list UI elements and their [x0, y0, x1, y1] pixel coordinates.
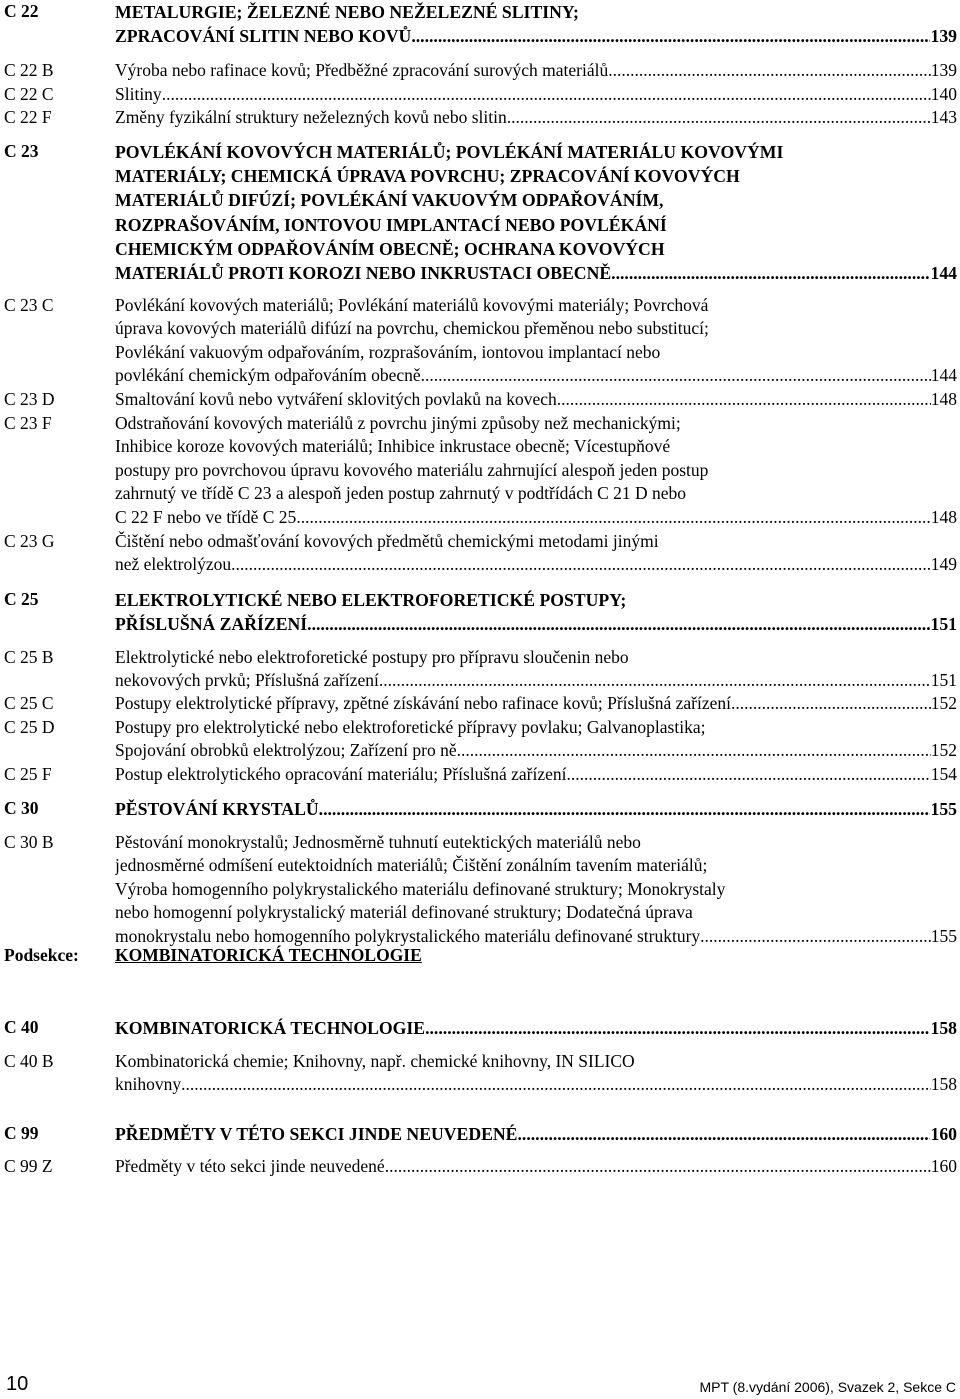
dot-leader [421, 364, 931, 387]
toc-entry-line-text: PŘÍSLUŠNÁ ZAŘÍZENÍ [115, 614, 308, 635]
toc-entry-title [115, 83, 957, 106]
toc-entry-line-text: ELEKTROLYTICKÉ NEBO ELEKTROFORETICKÉ POSTUPY; [115, 590, 627, 610]
dot-leader [319, 797, 931, 821]
toc-entry-line-text: monokrystalu nebo homogenního polykrystalického materiálu definované struktury [115, 925, 701, 946]
toc-entry-line [115, 24, 957, 48]
toc-entry-page: 149 [930, 554, 957, 575]
toc-entry-line-text: POVLÉKÁNÍ KOVOVÝCH MATERIÁLŮ; POVLÉKÁNÍ MATERIÁLU KOVOVÝMI [115, 142, 784, 162]
toc-entry-line [115, 530, 957, 553]
dot-leader [608, 59, 931, 82]
toc-entry-line-text: KOMBINATORICKÁ TECHNOLOGIE [115, 945, 422, 965]
toc-entry-line [115, 188, 957, 212]
toc-entry-line [115, 482, 957, 505]
toc-entry-title [115, 412, 957, 529]
toc-entry-line-text: Výroba homogenního polykrystalického materiálu definované struktury; Monokrystaly [115, 878, 726, 899]
toc-entry-page: 155 [930, 925, 957, 946]
dot-leader [296, 506, 930, 529]
toc-entry-line-text: zahrnutý ve třídě C 23 a alespoň jeden postup zahrnutý v podtřídách C 21 D nebo [115, 483, 687, 504]
dot-leader [425, 1016, 930, 1040]
toc-entry-line-text: Pěstování monokrystalů; Jednosměrně tuhnutí eutektických materiálů nebo [115, 832, 641, 852]
toc-entry-page: 140 [930, 84, 957, 104]
dot-leader [731, 692, 931, 715]
toc-entry-page: 151 [930, 614, 957, 635]
toc-entry-line [115, 317, 957, 340]
toc-entry-title [115, 140, 957, 285]
toc-entry-line [115, 1050, 957, 1073]
toc-entry-line [115, 797, 957, 821]
toc-entry-page: 160 [930, 1124, 957, 1144]
toc-entry-code: C 40 [4, 1017, 39, 1037]
dot-leader [611, 261, 930, 285]
toc-entry-line-text: nebo homogenní polykrystalický materiál definované struktury; Dodatečná úprava [115, 902, 693, 923]
toc-entry-line-text: Spojování obrobků elektrolýzou; Zařízení pro ně [115, 740, 457, 761]
toc-entry-line-text: Předměty v této sekci jinde neuvedené [115, 1156, 385, 1176]
toc-entry-title [115, 1122, 957, 1146]
toc-entry-title [115, 388, 957, 411]
toc-entry-line-text: nekovových prvků; Příslušná zařízení [115, 670, 379, 691]
toc-entry-title [115, 0, 957, 48]
toc-entry-line [115, 106, 957, 129]
toc-entry-line-text: jednosměrné odmíšení eutektoidních materiálů; Čištění zonálním tavením materiálů; [115, 855, 708, 876]
toc-entry-page: 148 [930, 506, 957, 527]
toc-entry-page: 144 [930, 365, 957, 386]
toc-entry-title [115, 1155, 957, 1178]
toc-entry-line-text: MATERIÁLŮ PROTI KOROZI NEBO INKRUSTACI OBECNĚ [115, 263, 612, 284]
toc-entry-line-text: C 22 F nebo ve třídě C 25 [115, 506, 297, 527]
toc-entry-page: 139 [930, 60, 957, 80]
toc-entry-line-text: Povlékání kovových materiálů; Povlékání materiálů kovovými materiály; Povrchová [115, 295, 709, 315]
toc-entry-line-text: Povlékání vakuovým odpařováním, rozprašováním, iontovou implantací nebo [115, 341, 661, 362]
toc-entry-title [115, 646, 957, 693]
toc-entry-line [115, 294, 957, 317]
toc-entry-line-text: Postupy elektrolytické přípravy, zpětné získávání nebo rafinace kovů; Příslušná zařízení [115, 693, 732, 713]
toc-entry-code: C 25 D [4, 717, 55, 737]
toc-entry-line-text: knihovny [115, 1074, 182, 1095]
toc-entry-line [115, 692, 957, 715]
toc-entry-code: C 30 [4, 798, 39, 818]
toc-entry-line-text: KOMBINATORICKÁ TECHNOLOGIE [115, 1018, 426, 1038]
toc-entry-code: C 99 [4, 1123, 39, 1143]
dot-leader [379, 669, 931, 692]
toc-entry-code: C 25 B [4, 647, 54, 667]
toc-entry-line-text: PĚSTOVÁNÍ KRYSTALŮ [115, 799, 319, 819]
toc-entry-code: C 30 B [4, 832, 54, 852]
dot-leader [566, 763, 930, 786]
toc-entry-line-text: Změny fyzikální struktury neželezných kovů nebo slitin [115, 107, 507, 127]
toc-entry-line-text: než elektrolýzou [115, 554, 232, 575]
toc-entry-line-text: Postup elektrolytického opracování materiálu; Příslušná zařízení [115, 764, 567, 784]
footer-page-number: 10 [6, 1373, 29, 1395]
toc-entry-title [115, 1050, 957, 1097]
toc-entry-code: C 23 [4, 141, 39, 161]
toc-entry-line [115, 1073, 957, 1096]
toc-entry-line [115, 901, 957, 924]
toc-entry-code: C 23 D [4, 389, 55, 409]
toc-entry-line-text: Inhibice koroze kovových materiálů; Inhibice inkrustace obecně; Vícestupňové [115, 436, 671, 457]
toc-entry-line-text: Odstraňování kovových materiálů z povrchu jinými způsoby než mechanickými; [115, 413, 681, 433]
toc-entry-line [115, 1122, 957, 1146]
toc-entry-line [115, 388, 957, 411]
toc-entry-code: C 25 [4, 589, 39, 609]
toc-entry-line [115, 1155, 957, 1178]
toc-entry-line-text: Slitiny [115, 84, 162, 104]
toc-entry-line [115, 83, 957, 106]
toc-entry-page: 152 [930, 693, 957, 713]
toc-entry-page: 144 [930, 263, 957, 284]
toc-entry-page: 158 [930, 1074, 957, 1095]
toc-entry-line [115, 261, 957, 285]
toc-entry-line [115, 237, 957, 261]
toc-entry-line-text: Smaltování kovů nebo vytváření sklovitých povlaků na kovech [115, 389, 557, 409]
toc-entry-line [115, 412, 957, 435]
toc-entry-line-text: Postupy pro elektrolytické nebo elektroforetické přípravy povlaku; Galvanoplastika; [115, 717, 706, 737]
toc-entry-code: C 22 B [4, 60, 54, 80]
toc-entry-line-text: povlékání chemickým odpařováním obecně [115, 365, 421, 386]
toc-entry-line-text: Kombinatorická chemie; Knihovny, např. chemické knihovny, IN SILICO [115, 1051, 635, 1071]
footer-publication: MPT (8.vydání 2006), Svazek 2, Sekce C [699, 1379, 956, 1395]
toc-entry-title [115, 1016, 957, 1040]
toc-entry-code: C 22 C [4, 84, 54, 104]
toc-entry-line [115, 716, 957, 739]
toc-entry-page: 160 [930, 1156, 957, 1176]
toc-entry-page: 151 [930, 670, 957, 691]
toc-entry-code: C 99 Z [4, 1156, 53, 1176]
toc-entry-title [115, 530, 957, 577]
page-footer [0, 1373, 960, 1399]
toc-entry-line-text: Čištění nebo odmašťování kovových předmětů chemickými metodami jinými [115, 531, 659, 551]
toc-entry-line [115, 0, 957, 24]
toc-entry-code: C 22 F [4, 107, 52, 127]
toc-entry-line [115, 588, 957, 612]
toc-entry-title [115, 59, 957, 82]
toc-entry-line [115, 646, 957, 669]
toc-entry-line [115, 854, 957, 877]
toc-entry-line [115, 612, 957, 636]
toc-entry-line-text: ZPRACOVÁNÍ SLITIN NEBO KOVŮ [115, 26, 412, 47]
toc-entry-title [115, 763, 957, 786]
toc-entry-title [115, 797, 957, 821]
toc-entry-page: 148 [930, 389, 957, 409]
toc-entry-page: 152 [930, 740, 957, 761]
toc-entry-title [115, 692, 957, 715]
toc-entry-title [115, 831, 957, 948]
toc-entry-line [115, 878, 957, 901]
dot-leader [411, 24, 930, 48]
toc-entry-line [115, 364, 957, 387]
dot-leader [507, 106, 931, 129]
toc-entry-line-text: postupy pro povrchovou úpravu kovového materiálu zahrnující alespoň jeden postup [115, 459, 709, 480]
toc-entry-line [115, 140, 957, 164]
toc-entry-code: Podsekce: [4, 945, 79, 965]
toc-entry-code: C 23 G [4, 531, 55, 551]
toc-entry-title [115, 944, 957, 967]
toc-entry-line [115, 164, 957, 188]
dot-leader [457, 739, 931, 762]
toc-entry-line-text: Elektrolytické nebo elektroforetické postupy pro přípravu sloučenin nebo [115, 647, 629, 667]
toc-entry-code: C 25 F [4, 764, 52, 784]
dot-leader [307, 612, 930, 636]
toc-entry-page: 139 [930, 26, 957, 47]
toc-entry-title [115, 106, 957, 129]
toc-entry-page: 158 [930, 1018, 957, 1038]
dot-leader [162, 83, 931, 106]
toc-entry-line-text: PŘEDMĚTY V TÉTO SEKCI JINDE NEUVEDENÉ [115, 1124, 518, 1144]
toc-entry-title [115, 716, 957, 763]
toc-entry-page: 155 [930, 799, 957, 819]
toc-entry-line-text: ROZPRAŠOVÁNÍM, IONTOVOU IMPLANTACÍ NEBO POVLÉKÁNÍ [115, 214, 667, 235]
toc-entry-page: 143 [930, 107, 957, 127]
toc-entry-line-text: MATERIÁLŮ DIFÚZÍ; POVLÉKÁNÍ VAKUOVÝM ODPAŘOVÁNÍM, [115, 190, 664, 211]
toc-entry-line [115, 831, 957, 854]
toc-entry-line [115, 553, 957, 576]
toc-entry-line [115, 739, 957, 762]
toc-entry-code: C 23 F [4, 413, 52, 433]
toc-entry-line [115, 669, 957, 692]
dot-leader [181, 1073, 931, 1096]
toc-entry-line-text: METALURGIE; ŽELEZNÉ NEBO NEŽELEZNÉ SLITINY; [115, 2, 579, 22]
toc-entry-line-text: Výroba nebo rafinace kovů; Předběžné zpracování surových materiálů [115, 60, 609, 80]
toc-entry-code: C 40 B [4, 1051, 54, 1071]
toc-entry-line [115, 763, 957, 786]
toc-entry-line [115, 435, 957, 458]
toc-entry-line-text: úprava kovových materiálů difúzí na povrchu, chemickou přeměnou nebo substitucí; [115, 318, 709, 339]
toc-entry-code: C 25 C [4, 693, 54, 713]
toc-entry-code: C 22 [4, 1, 39, 21]
toc-entry-line [115, 341, 957, 364]
dot-leader [231, 553, 931, 576]
dot-leader [517, 1122, 930, 1146]
toc-entry-line-text: MATERIÁLY; CHEMICKÁ ÚPRAVA POVRCHU; ZPRACOVÁNÍ KOVOVÝCH [115, 166, 740, 187]
toc-entry-line [115, 944, 957, 967]
toc-entry-title [115, 294, 957, 388]
toc-entry-line [115, 506, 957, 529]
toc-entry-title [115, 588, 957, 636]
toc-entry-line-text: CHEMICKÝM ODPAŘOVÁNÍM OBECNĚ; OCHRANA KOVOVÝCH [115, 238, 665, 259]
toc-entry-line [115, 1016, 957, 1040]
dot-leader [385, 1155, 931, 1178]
toc-entry-line [115, 59, 957, 82]
toc-entry-page: 154 [930, 764, 957, 784]
toc-entry-line [115, 459, 957, 482]
dot-leader [557, 388, 931, 411]
toc-entry-line [115, 213, 957, 237]
toc-entry-code: C 23 C [4, 295, 54, 315]
